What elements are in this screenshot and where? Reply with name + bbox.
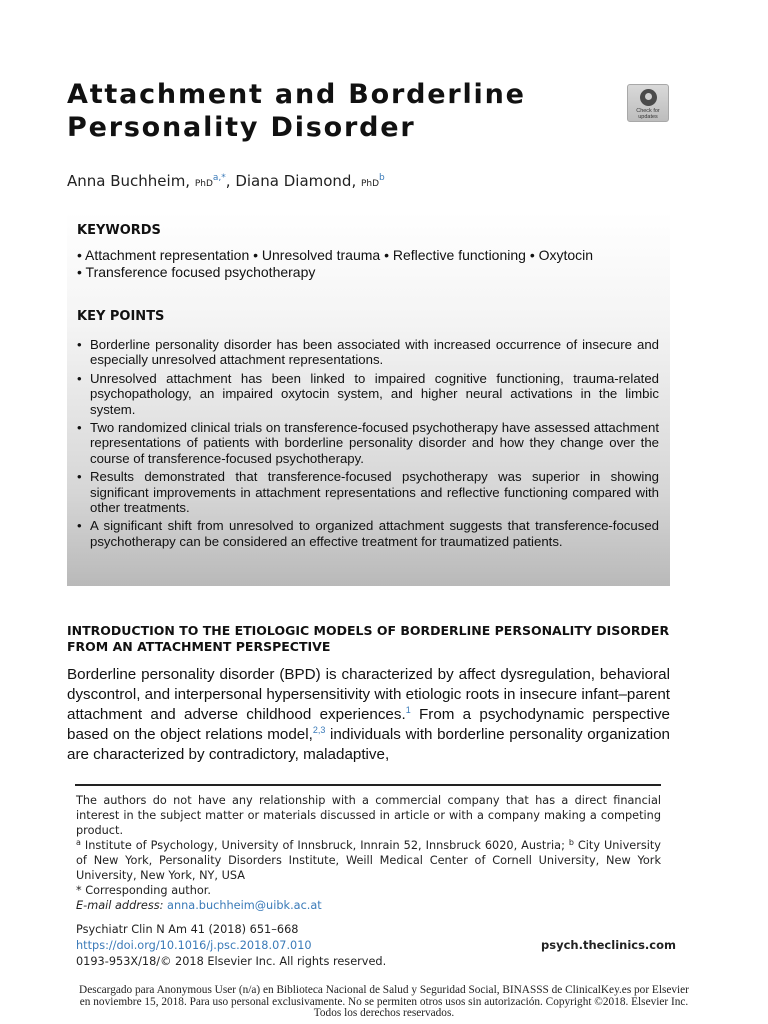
download-notice: Descargado para Anonymous User (n/a) en Biblioteca Nacional de Salud y Seguridad Social, BINASSS de ClinicalKey.es por Elsevier en noviembre 15, 2018. Para uso personal exclusivamente. No se permiten otros usos sin autorización. Copyright ©2018. Elsevier Inc. Todos los derechos reservados. [79,984,689,1019]
keywords-line: • Transference focused psychotherapy [77,264,316,280]
key-point-item: • A significant shift from unresolved to organized attachment suggests that transference-focused psychotherapy can be considered an effective treatment for traumatized patients. [77,518,659,549]
key-point-item: • Borderline personality disorder has been associated with increased occurrence of insecure and especially unresolved attachment representations. [77,337,659,368]
affiliations: $^a$ Institute of Psychology, University of Innsbruck, Innrain 52, Innsbruck 6020, Austria; $^b$ City University of New York, Personality Disorders Institute, Weill Medical Center of Cornell University, New York University, New York, NY, USA [76,838,661,882]
footnotes [76,793,661,913]
article-title [67,78,587,144]
check-for-updates-badge[interactable] [627,84,669,122]
title-line-2: Personality Disorder [67,112,416,143]
affiliation-marker[interactable]: a,* [212,173,226,183]
body-paragraph: Borderline personality disorder (BPD) is characterized by affect dysregulation, behavioral dyscontrol, and interpersonal hypersensitivity with etiologic roots in insecure infant–parent attachment and adverse childhood experiences.$^1$ From a psychodynamic perspective based on the object relations model,$^{2,3}$ individuals with borderline personality organization are characterized by contradictory, maladaptive, [67,666,670,763]
key-points-list [77,337,659,552]
keywords-keypoints-box [67,212,670,586]
author-list: Anna Buchheim, PhD$^{a,*}$, Diana Diamond, PhD$^b$ [67,172,385,190]
affiliation-marker[interactable]: b [379,173,385,183]
disclosure-note: The authors do not have any relationship with a commercial company that has a direct financial interest in the subject matter or materials discussed in article or with a company making a competing product. [76,794,661,837]
corresponding-author: * Corresponding author. [76,884,211,897]
keywords-heading: KEYWORDS [77,223,161,238]
section-heading: INTRODUCTION TO THE ETIOLOGIC MODELS OF BORDERLINE PERSONALITY DISORDER FROM AN ATTACHMENT PERSPECTIVE [67,623,670,654]
email-link[interactable]: anna.buchheim@uibk.ac.at [167,899,322,912]
publication-info [76,922,386,970]
key-point-item: • Results demonstrated that transference-focused psychotherapy was superior in showing significant improvements in attachment representations and reflective functioning compared with other treatments. [77,469,659,515]
key-points-heading: KEY POINTS [77,309,165,324]
footnote-divider [75,784,661,786]
journal-citation: Psychiatr Clin N Am 41 (2018) 651–668 [76,923,299,936]
journal-site-link[interactable]: psych.theclinics.com [541,938,676,952]
reference-link[interactable]: 2,3 [312,725,326,735]
key-point-item: • Unresolved attachment has been linked to impaired cognitive functioning, trauma-related psychopathology, an impaired oxytocin system, and higher neural activations in the limbic system. [77,371,659,417]
key-point-item: • Two randomized clinical trials on transference-focused psychotherapy have assessed attachment representations of patients with borderline personality disorder and how they change over the course of transference-focused psychotherapy. [77,420,659,466]
doi-link[interactable]: https://doi.org/10.1016/j.psc.2018.07.010 [76,939,312,952]
author-name: Anna Buchheim, [67,172,195,190]
reference-link[interactable]: 1 [405,705,411,715]
author-degree: PhD [360,179,380,189]
badge-label: Check for updates [636,108,660,120]
email-line: E-mail address: anna.buchheim@uibk.ac.at [76,899,322,912]
author-name: Diana Diamond, [235,172,361,190]
copyright-line: 0193-953X/18/© 2018 Elsevier Inc. All rights reserved. [76,955,387,968]
author-degree: PhD [194,179,213,189]
title-line-1: Attachment and Borderline [67,79,526,110]
keywords-line: • Attachment representation • Unresolved trauma • Reflective functioning • Oxytocin [77,247,594,263]
crossmark-icon [640,89,657,106]
